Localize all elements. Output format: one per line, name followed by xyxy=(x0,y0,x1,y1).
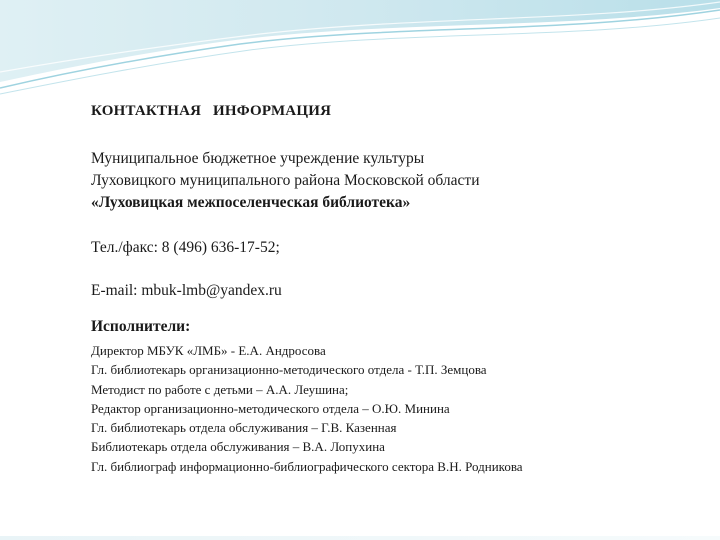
executor-item: Гл. библиотекарь отдела обслуживания – Г.В. Казенная xyxy=(91,420,397,436)
email-address: E-mail: mbuk-lmb@yandex.ru xyxy=(91,282,282,299)
organization-line-2: Луховицкого муниципального района Московской области xyxy=(91,172,480,189)
decorative-wave-header xyxy=(0,0,720,100)
executor-item: Библиотекарь отдела обслуживания – В.А. Лопухина xyxy=(91,439,385,455)
executor-item: Редактор организационно-методического отдела – О.Ю. Минина xyxy=(91,400,450,416)
bottom-edge-decoration xyxy=(0,536,720,540)
organization-line-1: Муниципальное бюджетное учреждение культуры xyxy=(91,150,425,167)
contact-info-content xyxy=(91,103,711,476)
executor-item: Директор МБУК «ЛМБ» - Е.А. Андросова xyxy=(91,343,326,358)
executors-title: Исполнители: xyxy=(91,318,191,335)
executor-item: Гл. библиограф информационно-библиографического сектора В.Н. Родникова xyxy=(91,458,523,474)
organization-name: «Луховицкая межпоселенческая библиотека» xyxy=(91,194,411,211)
executor-item: Методист по работе с детьми – А.А. Леушина; xyxy=(91,381,349,397)
organization-block xyxy=(91,148,711,214)
executor-item: Гл. библиотекарь организационно-методического отдела - Т.П. Земцова xyxy=(91,362,487,378)
phone-fax: Тел./факс: 8 (496) 636-17-52; xyxy=(91,239,280,256)
page-title: КОНТАКТНАЯ ИНФОРМАЦИЯ xyxy=(91,103,332,119)
executors-list xyxy=(91,341,711,476)
